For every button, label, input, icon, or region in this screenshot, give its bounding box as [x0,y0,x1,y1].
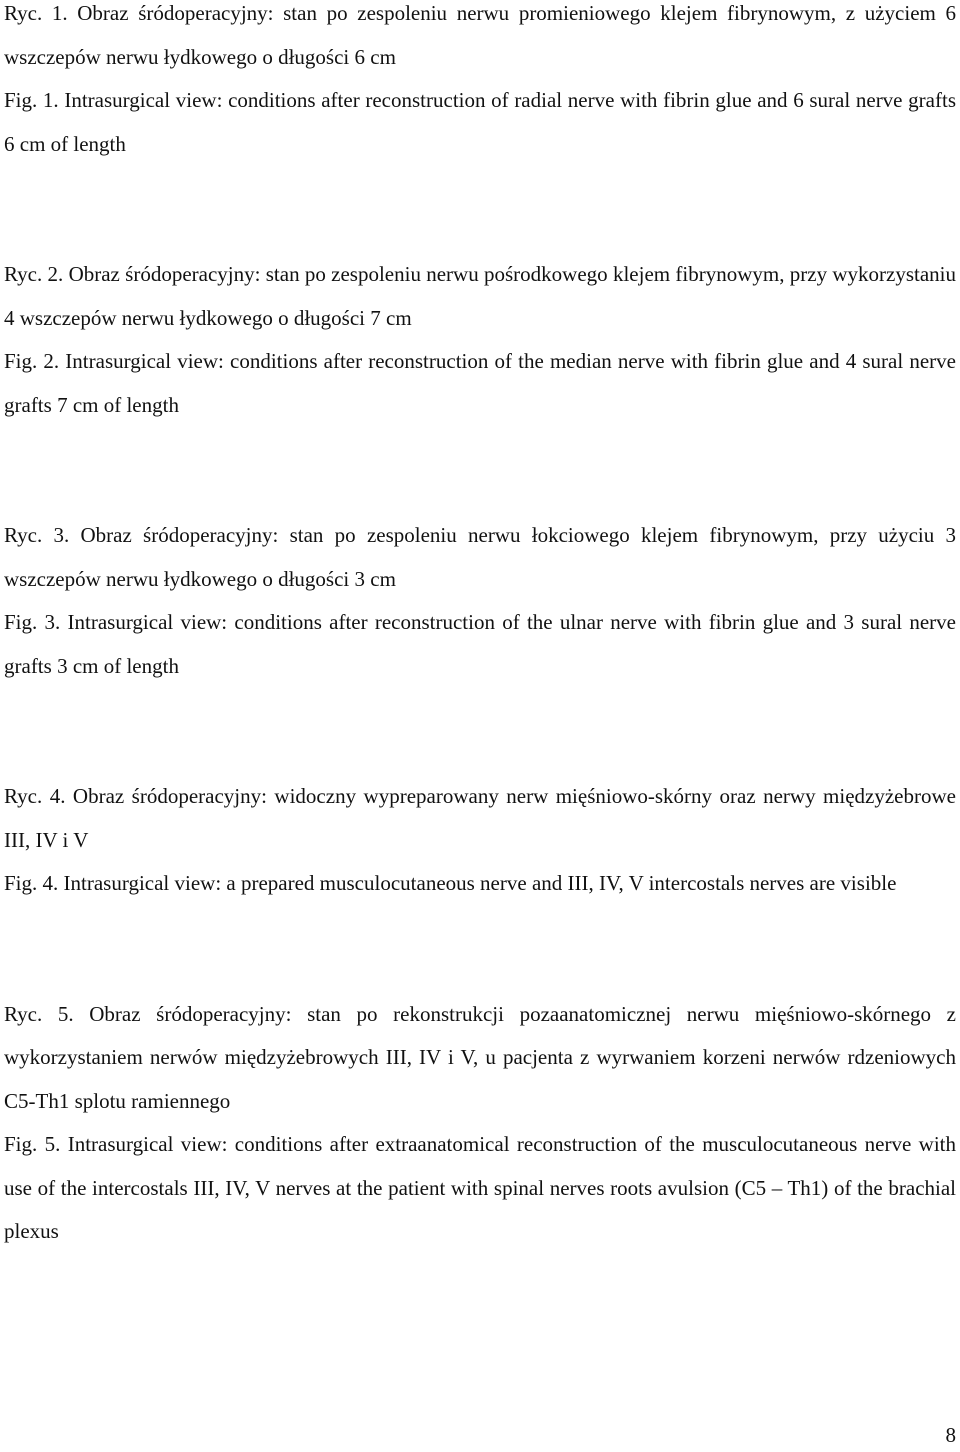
figure-2-english-caption: Fig. 2. Intrasurgical view: conditions after reconstruction of the median nerve with fibrin glue and 4 sural nerve grafts 7 cm of length [4,349,956,417]
figure-1-polish-caption: Ryc. 1. Obraz śródoperacyjny: stan po zespoleniu nerwu promieniowego klejem fibrynowym, z użyciem 6 wszczepów nerwu łydkowego o długości 6 cm [4,1,956,69]
figure-1-caption [4,0,956,166]
figure-4-caption [4,775,956,906]
figure-3-caption [4,514,956,688]
page-number: 8 [945,1423,956,1447]
figure-5-english-caption: Fig. 5. Intrasurgical view: conditions after extraanatomical reconstruction of the musculocutaneous nerve with use of the intercostals III, IV, V nerves at the patient with spinal nerves roots avulsion (C5 – Th1) of the brachial plexus [4,1132,956,1243]
figure-1-english-caption: Fig. 1. Intrasurgical view: conditions after reconstruction of radial nerve with fibrin glue and 6 sural nerve grafts 6 cm of length [4,88,956,156]
figure-3-polish-caption: Ryc. 3. Obraz śródoperacyjny: stan po zespoleniu nerwu łokciowego klejem fibrynowym, przy użyciu 3 wszczepów nerwu łydkowego o długości 3 cm [4,523,956,591]
figure-captions [4,0,956,1341]
figure-5-polish-caption: Ryc. 5. Obraz śródoperacyjny: stan po rekonstrukcji pozaanatomicznej nerwu mięśniowo-skórnego z wykorzystaniem nerwów międzyżebrowych III, IV i V, u pacjenta z wyrwaniem korzeni nerwów rdzeniowych C5-Th1 splotu ramiennego [4,1001,956,1113]
figure-3-english-caption: Fig. 3. Intrasurgical view: conditions after reconstruction of the ulnar nerve with fibrin glue and 3 sural nerve grafts 3 cm of length [4,610,956,678]
figure-5-caption [4,993,956,1254]
figure-4-polish-caption: Ryc. 4. Obraz śródoperacyjny: widoczny wypreparowany nerw mięśniowo-skórny oraz nerwy międzyżebrowe III, IV i V [4,784,956,852]
figure-2-polish-caption: Ryc. 2. Obraz śródoperacyjny: stan po zespoleniu nerwu pośrodkowego klejem fibrynowym, przy wykorzystaniu 4 wszczepów nerwu łydkowego o długości 7 cm [4,262,956,330]
figure-2-caption [4,253,956,427]
figure-4-english-caption: Fig. 4. Intrasurgical view: a prepared musculocutaneous nerve and III, IV, V intercostals nerves are visible [4,871,897,895]
